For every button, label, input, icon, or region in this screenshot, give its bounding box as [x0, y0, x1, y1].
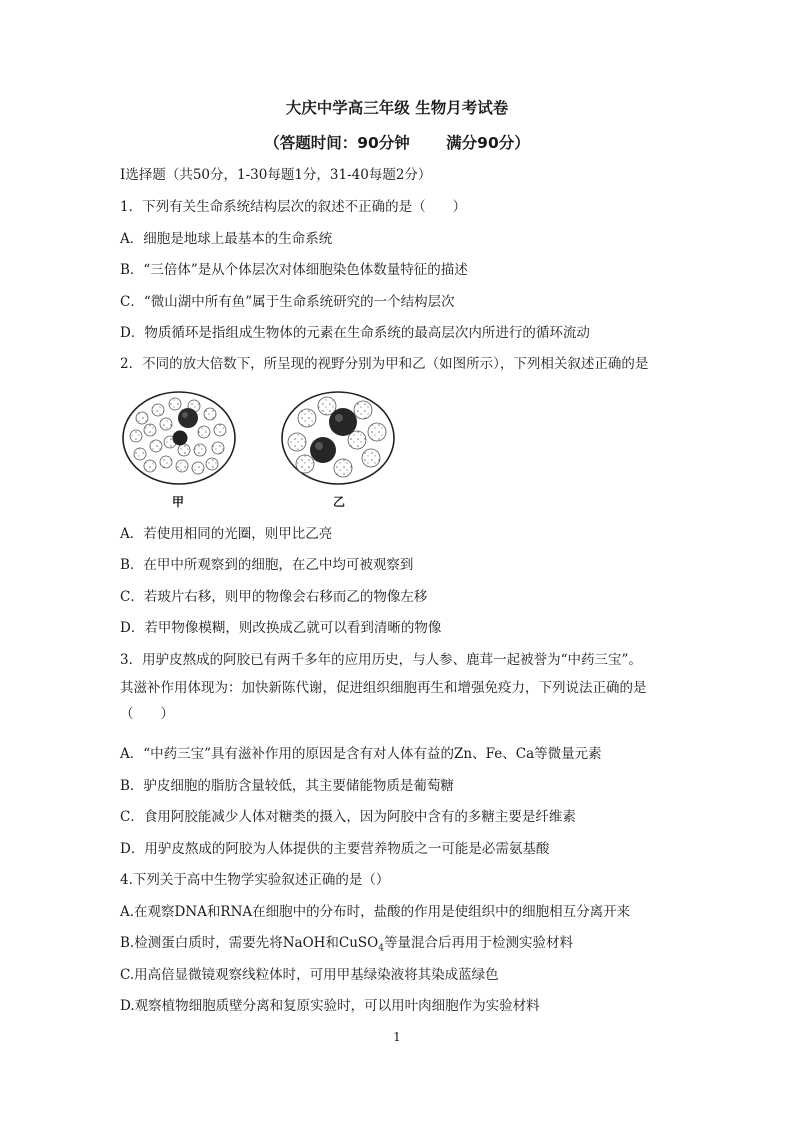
q2-option-b: B．在甲中所观察到的细胞，在乙中均可被观察到	[120, 557, 414, 573]
page-number: 1	[393, 1030, 401, 1044]
exam-subtitle: （答题时间：90分钟 满分90分）	[264, 134, 530, 152]
q1-option-d: D．物质循环是指组成生物体的元素在生命系统的最高层次内所进行的循环流动	[120, 325, 590, 341]
q3-option-d: D．用驴皮熬成的阿胶为人体提供的主要营养物质之一可能是必需氨基酸	[120, 841, 550, 857]
q1-option-c: C．“微山湖中所有鱼”属于生命系统研究的一个结构层次	[120, 294, 455, 310]
subscript: 4	[378, 943, 384, 954]
q4-option-b-text: B.检测蛋白质时，需要先将NaOH和CuSO	[120, 935, 379, 951]
q3-option-c: C．食用阿胶能减少人体对糖类的摄入，因为阿胶中含有的多糖主要是纤维素	[120, 809, 576, 825]
microscope-field-yi	[279, 388, 397, 488]
q3-stem-line1: 3．用驴皮熬成的阿胶已有两千多年的应用历史，与人参、鹿茸一起被誉为“中药三宝”。	[120, 652, 642, 668]
microscope-field-jia	[120, 388, 238, 488]
q4-option-b	[120, 935, 573, 957]
q2-option-d: D．若甲物像模糊，则改换成乙就可以看到清晰的物像	[120, 620, 442, 636]
figure-label-yi: 乙	[333, 495, 346, 509]
section-heading: I选择题（共50分，1-30每题1分，31-40每题2分）	[120, 167, 432, 183]
q4-option-a: A.在观察DNA和RNA在细胞中的分布时，盐酸的作用是使组织中的细胞相互分离开来	[120, 904, 631, 920]
q2-option-a: A．若使用相同的光圈，则甲比乙亮	[120, 526, 333, 542]
q2-stem: 2．不同的放大倍数下，所呈现的视野分别为甲和乙（如图所示），下列相关叙述正确的是	[120, 356, 649, 372]
q3-stem-line3: （ ）	[120, 706, 174, 722]
q2-option-c: C．若玻片右移，则甲的物像会右移而乙的物像左移	[120, 589, 428, 605]
q1-option-a: A．细胞是地球上最基本的生命系统	[120, 231, 333, 247]
q4-option-d: D.观察植物细胞质壁分离和复原实验时，可以用叶肉细胞作为实验材料	[120, 998, 540, 1014]
q3-stem-line2: 其滋补作用体现为：加快新陈代谢，促进组织细胞再生和增强免疫力，下列说法正确的是	[120, 680, 647, 696]
q1-option-b: B．“三倍体”是从个体层次对体细胞染色体数量特征的描述	[120, 262, 468, 278]
q3-option-a: A．“中药三宝”具有滋补作用的原因是含有对人体有益的Zn、Fe、Ca等微量元素	[120, 746, 602, 762]
q1-stem: 1．下列有关生命系统结构层次的叙述不正确的是（ ）	[120, 199, 467, 215]
q4-option-c: C.用高倍显微镜观察线粒体时，可用甲基绿染液将其染成蓝绿色	[120, 967, 499, 983]
figure-label-jia: 甲	[172, 495, 185, 509]
q4-option-b-text-end: 等量混合后再用于检测实验材料	[384, 935, 573, 951]
q4-stem: 4.下列关于高中生物学实验叙述正确的是（）	[120, 872, 390, 888]
q3-option-b: B．驴皮细胞的脂肪含量较低，其主要储能物质是葡萄糖	[120, 778, 454, 794]
exam-title: 大庆中学高三年级 生物月考试卷	[285, 99, 509, 117]
